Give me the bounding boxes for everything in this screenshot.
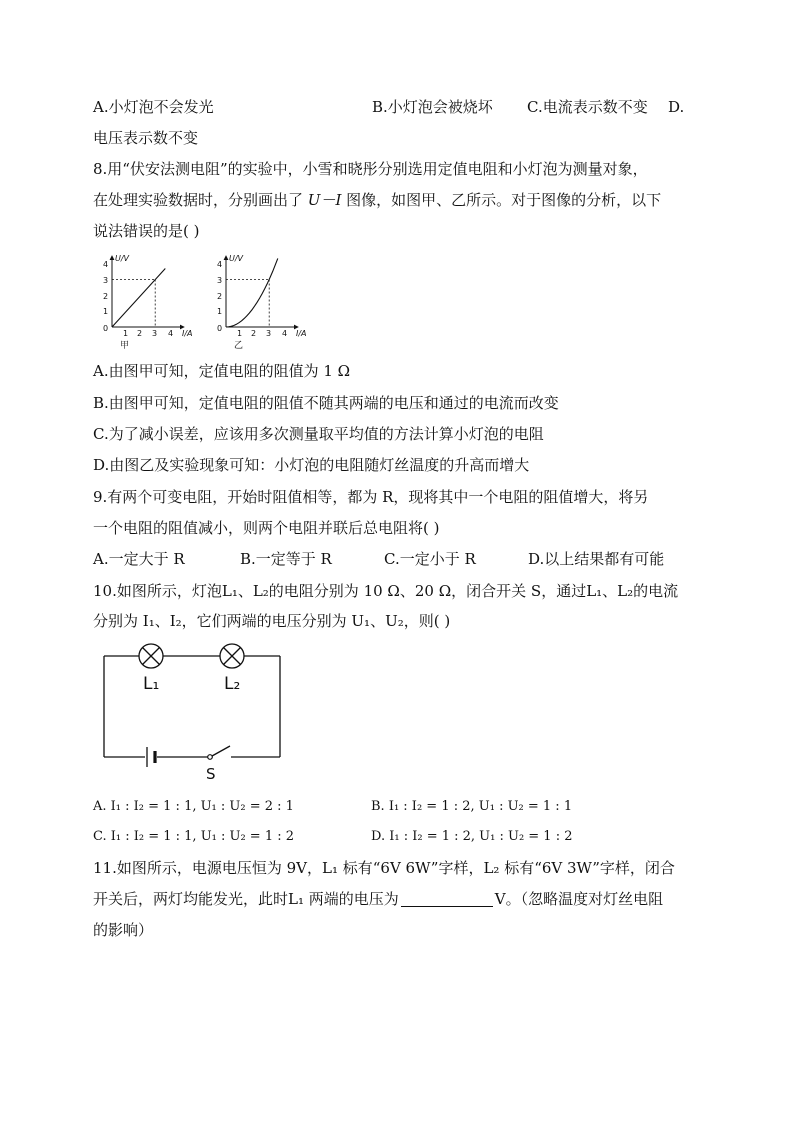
graph-jia-x-tick-2: 2	[137, 329, 143, 338]
graph-yi-x-tick-1: 1	[237, 329, 243, 338]
graph-jia	[103, 254, 193, 350]
q9-option-a: A.一定大于 R	[93, 550, 185, 568]
graph-yi-x-tick-3: 3	[266, 329, 272, 338]
graph-jia-x-tick-4: 4	[168, 329, 174, 338]
q11-answer-blank[interactable]	[401, 890, 493, 907]
q10-option-a: A. I₁ : I₂ = 1 : 1, U₁ : U₂ = 2 : 1	[93, 799, 294, 814]
q9-stem-line-2: 一个电阻的阻值减小，则两个电阻并联后总电阻将( )	[93, 519, 440, 537]
circuit-diagram	[96, 640, 286, 782]
graph-jia-series-line	[112, 269, 165, 328]
q11-stem-line-2-tail: V。（忽略温度对灯丝电阻	[494, 890, 664, 908]
q10-option-b: B. I₁ : I₂ = 1 : 2, U₁ : U₂ = 1 : 1	[371, 799, 573, 814]
graph-yi-y-tick-3: 3	[217, 276, 223, 285]
q7-option-c: C.电流表示数不变	[527, 98, 648, 116]
graph-yi-y-tick-2: 2	[217, 292, 223, 301]
graph-jia-y-tick-3: 3	[103, 276, 109, 285]
q8-stem-line-2-head: 在处理实验数据时，分别画出了	[93, 191, 304, 209]
graph-jia-x-label: I/A	[182, 329, 193, 338]
lamp-l2-label: L₂	[224, 674, 241, 694]
graph-yi	[217, 254, 307, 350]
graph-yi-x-label: I/A	[296, 329, 307, 338]
graph-yi-x-tick-2: 2	[251, 329, 257, 338]
q10-stem-line-2: 分别为 I₁、I₂，它们两端的电压分别为 U₁、U₂，则( )	[93, 612, 451, 630]
graph-jia-x-tick-3: 3	[152, 329, 158, 338]
graph-yi-origin: 0	[217, 324, 223, 333]
q7-option-d: D.	[668, 98, 685, 116]
graph-yi-caption: 乙	[234, 341, 244, 350]
q9-option-c: C.一定小于 R	[384, 550, 476, 568]
graph-yi-y-tick-1: 1	[217, 307, 223, 316]
switch-label: S	[206, 765, 216, 782]
graph-jia-y-label: U/V	[115, 254, 130, 263]
q8-stem-line-1: 8.用“伏安法测电阻”的实验中，小雪和晓彤分别选用定值电阻和小灯泡为测量对象，	[93, 160, 648, 178]
graph-jia-y-tick-1: 1	[103, 307, 109, 316]
q8-option-c: C.为了减小误差，应该用多次测量取平均值的方法计算小灯泡的电阻	[93, 425, 544, 443]
q7-option-a: A.小灯泡不会发光	[93, 98, 214, 116]
q10-option-c: C. I₁ : I₂ = 1 : 1, U₁ : U₂ = 1 : 2	[93, 829, 295, 844]
q7-option-d-text: 电压表示数不变	[93, 129, 199, 147]
graph-jia-y-tick-2: 2	[103, 292, 109, 301]
graph-yi-x-tick-4: 4	[282, 329, 288, 338]
graph-jia-caption: 甲	[120, 341, 130, 350]
q11-stem-line-3: 的影响）	[93, 921, 154, 939]
graph-jia-y-tick-4: 4	[103, 260, 109, 269]
q8-option-a: A.由图甲可知，定值电阻的阻值为 1 Ω	[93, 362, 351, 380]
graph-jia-origin: 0	[103, 324, 109, 333]
q8-ui-symbol: U－I	[307, 191, 342, 209]
q10-stem-line-1: 10.如图所示，灯泡L₁、L₂的电阻分别为 10 Ω、20 Ω，闭合开关 S，通过L₁、L₂的电流	[93, 582, 679, 600]
graph-yi-series-curve	[226, 258, 278, 327]
switch-pivot	[208, 755, 213, 760]
q8-stem-line-3: 说法错误的是( )	[93, 222, 200, 240]
q9-option-d: D.以上结果都有可能	[528, 550, 665, 568]
q8-option-b: B.由图甲可知，定值电阻的阻值不随其两端的电压和通过的电流而改变	[93, 394, 559, 412]
q8-stem-line-2-tail: 图像，如图甲、乙所示。对于图像的分析，以下	[346, 191, 662, 209]
q11-stem-line-1: 11.如图所示，电源电压恒为 9V，L₁ 标有“6V 6W”字样，L₂ 标有“6V 3W”字样，闭合	[93, 859, 675, 877]
q11-stem-line-2-head: 开关后，两灯均能发光，此时L₁ 两端的电压为	[93, 890, 399, 908]
q8-stem-line-2	[93, 189, 661, 211]
q8-option-d: D.由图乙及实验现象可知：小灯泡的电阻随灯丝温度的升高而增大	[93, 456, 530, 474]
graph-jia-x-tick-1: 1	[123, 329, 129, 338]
q9-option-b: B.一定等于 R	[240, 550, 332, 568]
q11-stem-line-2	[93, 888, 663, 910]
graph-yi-y-tick-4: 4	[217, 260, 223, 269]
q10-option-d: D. I₁ : I₂ = 1 : 2, U₁ : U₂ = 1 : 2	[371, 829, 573, 844]
ui-graphs	[92, 250, 322, 350]
graph-yi-y-label: U/V	[229, 254, 244, 263]
q9-stem-line-1: 9.有两个可变电阻，开始时阻值相等，都为 R，现将其中一个电阻的阻值增大，将另	[93, 488, 649, 506]
q7-option-b: B.小灯泡会被烧坏	[372, 98, 493, 116]
lamp-l1-label: L₁	[143, 674, 160, 694]
switch-blade	[212, 746, 230, 756]
